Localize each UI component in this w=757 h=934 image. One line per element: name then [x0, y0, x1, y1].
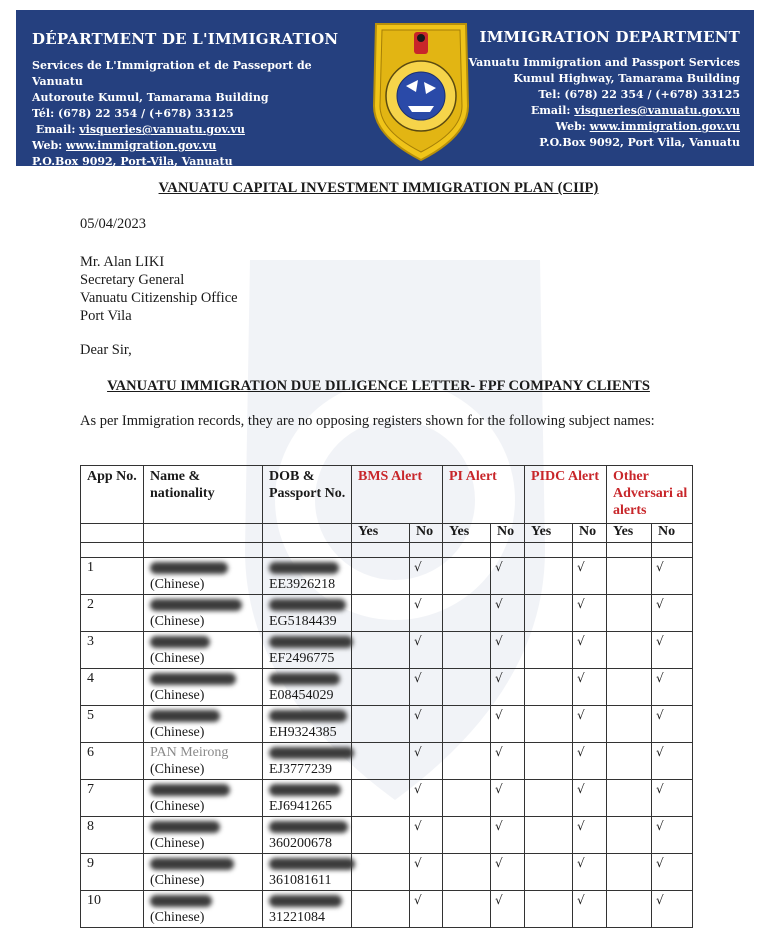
name-cell — [144, 632, 263, 669]
table-row — [81, 558, 693, 595]
web-link[interactable]: www.immigration.gov.vu — [66, 139, 217, 152]
passport-number: EH9324385 — [269, 725, 337, 740]
letterhead — [16, 10, 754, 166]
letterhead-english-email-line — [410, 103, 740, 119]
table-row — [81, 891, 693, 928]
letterhead-french-phone: Tél: (678) 22 354 / (+678) 33125 — [32, 107, 234, 120]
dob-passport-cell — [263, 669, 352, 706]
redacted-name — [150, 599, 242, 611]
no-tick: √ — [410, 891, 443, 928]
yes-label: Yes — [607, 524, 652, 543]
passport-number: EE3926218 — [269, 577, 336, 592]
no-tick: √ — [410, 558, 443, 595]
no-tick: √ — [410, 669, 443, 706]
yes-cell — [607, 743, 652, 780]
no-label: No — [573, 524, 607, 543]
yes-cell — [607, 669, 652, 706]
name-cell — [144, 669, 263, 706]
no-tick: √ — [573, 891, 607, 928]
no-tick: √ — [573, 817, 607, 854]
no-tick: √ — [491, 706, 525, 743]
letterhead-french-web-line — [32, 138, 362, 154]
yes-cell — [352, 632, 410, 669]
yes-cell — [443, 595, 491, 632]
nationality: (Chinese) — [150, 614, 205, 629]
header-bms-alert: BMS Alert — [352, 466, 443, 524]
passport-number: EJ6941265 — [269, 799, 332, 814]
letterhead-french — [32, 30, 362, 170]
email-label: Email: — [530, 104, 575, 117]
no-tick: √ — [573, 558, 607, 595]
dob-passport-cell — [263, 595, 352, 632]
app-number: 2 — [81, 595, 144, 632]
yes-cell — [525, 817, 573, 854]
nationality: (Chinese) — [150, 651, 205, 666]
redacted-dob — [269, 895, 342, 907]
dob-passport-cell — [263, 817, 352, 854]
no-tick: √ — [491, 669, 525, 706]
app-number: 4 — [81, 669, 144, 706]
letterhead-english-pobox: P.O.Box 9092, Port Vila, Vanuatu — [539, 136, 740, 149]
app-number: 3 — [81, 632, 144, 669]
name-cell — [144, 558, 263, 595]
header-app-no: App No. — [81, 466, 144, 524]
document-title: VANUATU CAPITAL INVESTMENT IMMIGRATION PLAN (CIIP) — [158, 180, 599, 196]
yes-cell — [443, 780, 491, 817]
letterhead-english — [410, 28, 740, 151]
recipient-office: Vanuatu Citizenship Office — [80, 290, 238, 306]
passport-number: 361081611 — [269, 873, 332, 888]
yes-cell — [525, 706, 573, 743]
no-tick: √ — [652, 632, 693, 669]
recipient-name: Mr. Alan LIKI — [80, 254, 165, 270]
redacted-dob — [269, 673, 340, 685]
no-tick: √ — [652, 558, 693, 595]
nationality: (Chinese) — [150, 725, 205, 740]
no-tick: √ — [652, 817, 693, 854]
table-row — [81, 854, 693, 891]
name-cell — [144, 780, 263, 817]
passport-number: EF2496775 — [269, 651, 335, 666]
letterhead-english-address: Kumul Highway, Tamarama Building — [513, 72, 740, 85]
web-label: Web: — [32, 139, 67, 152]
letterhead-english-phone: Tel: (678) 22 354 / (+678) 33125 — [538, 88, 740, 101]
web-label: Web: — [555, 120, 590, 133]
no-tick: √ — [491, 595, 525, 632]
redacted-name — [150, 858, 234, 870]
no-tick: √ — [573, 780, 607, 817]
no-tick: √ — [410, 817, 443, 854]
nationality: (Chinese) — [150, 688, 205, 703]
yes-cell — [607, 854, 652, 891]
yes-cell — [352, 558, 410, 595]
table-row — [81, 669, 693, 706]
redacted-dob — [269, 636, 353, 648]
no-label: No — [652, 524, 693, 543]
nationality: (Chinese) — [150, 910, 205, 925]
header-dob-passport: DOB & Passport No. — [263, 466, 352, 524]
redacted-name — [150, 821, 220, 833]
name-cell — [144, 743, 263, 780]
yes-cell — [525, 891, 573, 928]
no-label: No — [410, 524, 443, 543]
name-cell — [144, 854, 263, 891]
no-tick: √ — [573, 854, 607, 891]
header-pidc-alert: PIDC Alert — [525, 466, 607, 524]
name-cell — [144, 595, 263, 632]
no-tick: √ — [652, 595, 693, 632]
no-tick: √ — [652, 669, 693, 706]
redacted-dob — [269, 710, 347, 722]
yes-cell — [352, 854, 410, 891]
recipient-position: Secretary General — [80, 272, 185, 288]
redacted-dob — [269, 599, 346, 611]
yes-cell — [607, 595, 652, 632]
name-cell — [144, 817, 263, 854]
yes-cell — [525, 558, 573, 595]
yes-cell — [525, 743, 573, 780]
yes-cell — [352, 780, 410, 817]
no-tick: √ — [652, 780, 693, 817]
app-number: 8 — [81, 817, 144, 854]
no-tick: √ — [573, 743, 607, 780]
letterhead-english-service: Vanuatu Immigration and Passport Services — [468, 56, 740, 69]
redacted-dob — [269, 784, 341, 796]
app-number: 7 — [81, 780, 144, 817]
yes-cell — [525, 854, 573, 891]
yes-cell — [443, 632, 491, 669]
yes-cell — [443, 743, 491, 780]
email-link[interactable]: visqueries@vanuatu.gov.vu — [574, 104, 740, 117]
table-row — [81, 595, 693, 632]
recipient-city: Port Vila — [80, 308, 132, 324]
yes-cell — [607, 891, 652, 928]
letterhead-french-pobox: P.O.Box 9092, Port-Vila, Vanuatu — [32, 155, 233, 168]
yes-cell — [352, 595, 410, 632]
name-cell — [144, 706, 263, 743]
email-link[interactable]: visqueries@vanuatu.gov.vu — [79, 123, 245, 136]
passport-number: EJ3777239 — [269, 762, 332, 777]
spacer-row — [81, 543, 693, 558]
no-tick: √ — [491, 743, 525, 780]
yes-cell — [607, 817, 652, 854]
table-row — [81, 817, 693, 854]
yes-cell — [607, 558, 652, 595]
no-tick: √ — [410, 632, 443, 669]
nationality: (Chinese) — [150, 577, 205, 592]
yes-cell — [352, 817, 410, 854]
no-tick: √ — [410, 706, 443, 743]
redacted-dob — [269, 747, 354, 759]
yes-label: Yes — [443, 524, 491, 543]
redacted-name — [150, 784, 230, 796]
header-pi-alert: PI Alert — [443, 466, 525, 524]
app-number: 9 — [81, 854, 144, 891]
dob-passport-cell — [263, 854, 352, 891]
no-tick: √ — [491, 632, 525, 669]
redacted-name — [150, 673, 236, 685]
yes-cell — [443, 706, 491, 743]
no-tick: √ — [410, 780, 443, 817]
app-number: 6 — [81, 743, 144, 780]
dob-passport-cell — [263, 743, 352, 780]
salutation: Dear Sir, — [80, 342, 132, 358]
nationality: (Chinese) — [150, 799, 205, 814]
yes-cell — [525, 595, 573, 632]
header-name: Name & nationality — [144, 466, 263, 524]
no-label: No — [491, 524, 525, 543]
no-tick: √ — [652, 854, 693, 891]
letterhead-french-email-line — [32, 122, 362, 138]
nationality: (Chinese) — [150, 762, 205, 777]
app-number: 1 — [81, 558, 144, 595]
yes-cell — [443, 891, 491, 928]
app-number: 5 — [81, 706, 144, 743]
dob-passport-cell — [263, 891, 352, 928]
no-tick: √ — [410, 595, 443, 632]
no-tick: √ — [573, 669, 607, 706]
yes-cell — [525, 780, 573, 817]
redacted-name — [150, 562, 228, 574]
intro-paragraph: As per Immigration records, they are no opposing registers shown for the following subject names: — [80, 413, 655, 429]
nationality: (Chinese) — [150, 836, 205, 851]
no-tick: √ — [652, 891, 693, 928]
yes-cell — [607, 780, 652, 817]
letter-date: 05/04/2023 — [80, 216, 147, 232]
email-label: Email: — [35, 123, 80, 136]
letterhead-french-heading: DÉPARTMENT DE L'IMMIGRATION — [32, 30, 339, 48]
no-tick: √ — [491, 780, 525, 817]
web-link[interactable]: www.immigration.gov.vu — [589, 120, 740, 133]
passport-number: 360200678 — [269, 836, 332, 851]
no-tick: √ — [573, 632, 607, 669]
no-tick: √ — [410, 854, 443, 891]
table-row — [81, 743, 693, 780]
dob-passport-cell — [263, 706, 352, 743]
no-tick: √ — [491, 817, 525, 854]
no-tick: √ — [573, 706, 607, 743]
redacted-dob — [269, 562, 339, 574]
table-row — [81, 632, 693, 669]
no-tick: √ — [410, 743, 443, 780]
yes-cell — [443, 669, 491, 706]
partial-name: PAN Meirong — [150, 745, 229, 760]
name-cell — [144, 891, 263, 928]
yes-cell — [607, 706, 652, 743]
dob-passport-cell — [263, 558, 352, 595]
yes-cell — [352, 706, 410, 743]
yes-cell — [607, 632, 652, 669]
no-tick: √ — [491, 558, 525, 595]
yes-no-row — [81, 524, 693, 543]
yes-label: Yes — [525, 524, 573, 543]
letterhead-english-web-line — [410, 119, 740, 135]
passport-number: E08454029 — [269, 688, 334, 703]
dob-passport-cell — [263, 780, 352, 817]
letterhead-english-heading: IMMIGRATION DEPARTMENT — [479, 28, 740, 46]
nationality: (Chinese) — [150, 873, 205, 888]
recipient-address — [80, 253, 238, 325]
yes-cell — [525, 632, 573, 669]
redacted-name — [150, 636, 210, 648]
yes-cell — [443, 854, 491, 891]
yes-cell — [525, 669, 573, 706]
yes-cell — [443, 817, 491, 854]
yes-cell — [352, 669, 410, 706]
yes-cell — [443, 558, 491, 595]
table-header-row — [81, 466, 693, 524]
table-body — [81, 558, 693, 928]
no-tick: √ — [573, 595, 607, 632]
due-diligence-table — [80, 465, 693, 928]
yes-cell — [352, 743, 410, 780]
table-row — [81, 780, 693, 817]
header-other-alerts: Other Adversari al alerts — [607, 466, 693, 524]
no-tick: √ — [491, 891, 525, 928]
dob-passport-cell — [263, 632, 352, 669]
redacted-name — [150, 710, 220, 722]
yes-cell — [352, 891, 410, 928]
no-tick: √ — [491, 854, 525, 891]
passport-number: 31221084 — [269, 910, 325, 925]
passport-number: EG5184439 — [269, 614, 337, 629]
letterhead-french-service: Services de L'Immigration et de Passeport de Vanuatu — [32, 59, 312, 88]
yes-label: Yes — [352, 524, 410, 543]
letter-subject: VANUATU IMMIGRATION DUE DILIGENCE LETTER- FPF COMPANY CLIENTS — [107, 378, 650, 394]
no-tick: √ — [652, 743, 693, 780]
redacted-dob — [269, 858, 355, 870]
redacted-name — [150, 895, 212, 907]
table-row — [81, 706, 693, 743]
app-number: 10 — [81, 891, 144, 928]
redacted-dob — [269, 821, 348, 833]
letterhead-french-address: Autoroute Kumul, Tamarama Building — [32, 91, 269, 104]
no-tick: √ — [652, 706, 693, 743]
